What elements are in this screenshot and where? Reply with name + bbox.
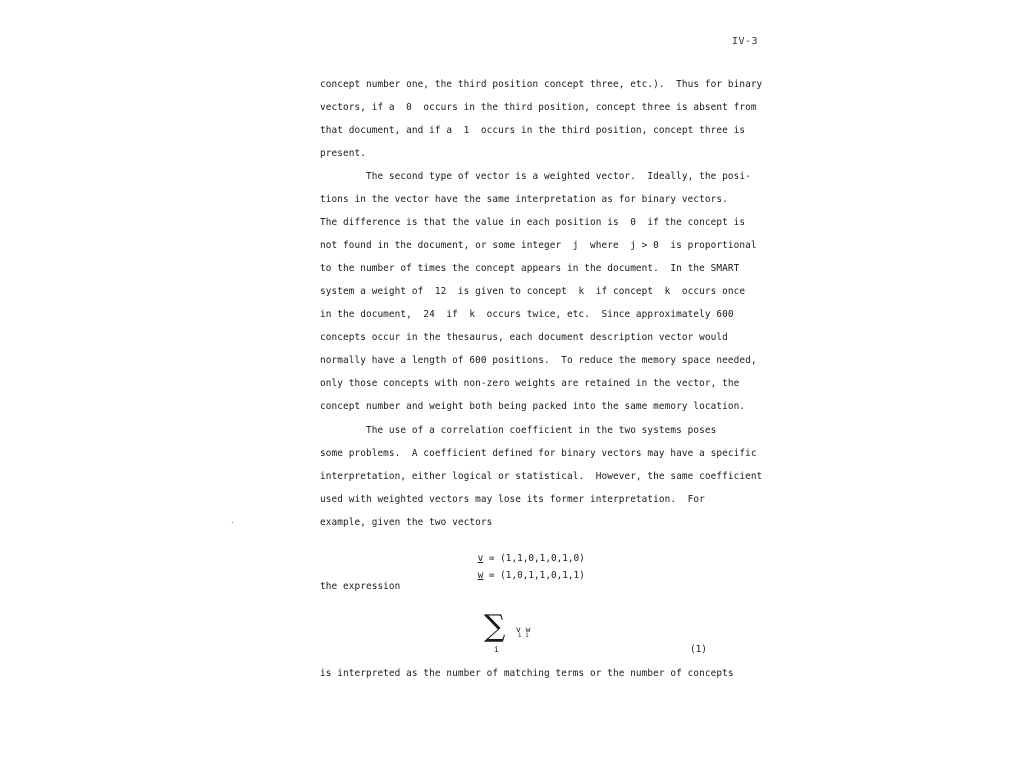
formula-term: v w bbox=[516, 625, 531, 634]
text-line: tions in the vector have the same interpretation as for binary vectors. bbox=[320, 194, 728, 205]
vector-v-value: = (1,1,0,1,0,1,0) bbox=[483, 553, 585, 564]
text-line: The second type of vector is a weighted vector. Ideally, the posi- bbox=[320, 171, 751, 182]
vector-w bbox=[455, 558, 585, 594]
text-line: concept number one, the third position concept three, etc.). Thus for binary bbox=[320, 79, 763, 90]
text-line: concepts occur in the thesaurus, each document description vector would bbox=[320, 332, 728, 343]
text-line: in the document, 24 if k occurs twice, etc. Since approximately 600 bbox=[320, 309, 734, 320]
text-line: only those concepts with non-zero weights are retained in the vector, the bbox=[320, 378, 740, 389]
text-line: used with weighted vectors may lose its former interpretation. For bbox=[320, 494, 705, 505]
text-line: to the number of times the concept appears in the document. In the SMART bbox=[320, 263, 740, 274]
page-number: IV-3 bbox=[732, 36, 759, 47]
text-line: The use of a correlation coefficient in the two systems poses bbox=[320, 425, 717, 436]
text-line: normally have a length of 600 positions. To reduce the memory space needed, bbox=[320, 355, 757, 366]
text-line: is interpreted as the number of matching terms or the number of concepts bbox=[320, 668, 734, 679]
formula-index: i bbox=[494, 645, 499, 654]
text-line: not found in the document, or some integer j where j > 0 is proportional bbox=[320, 240, 757, 251]
text-line: system a weight of 12 is given to concept k if concept k occurs once bbox=[320, 286, 746, 297]
sigma-symbol: ∑ bbox=[484, 609, 506, 644]
text-line: that document, and if a 1 occurs in the third position, concept three is bbox=[320, 125, 746, 136]
text-line: example, given the two vectors bbox=[320, 517, 493, 528]
text-line: the expression bbox=[320, 581, 401, 592]
text-line: interpretation, either logical or statistical. However, the same coefficient bbox=[320, 471, 763, 482]
text-line: concept number and weight both being packed into the same memory location. bbox=[320, 401, 746, 412]
formula-term-subscripts: i i bbox=[518, 632, 529, 639]
text-line: some problems. A coefficient defined for binary vectors may have a specific bbox=[320, 448, 757, 459]
text-line: vectors, if a 0 occurs in the third position, concept three is absent from bbox=[320, 102, 757, 113]
summation-formula bbox=[484, 606, 554, 656]
vector-w-symbol: w bbox=[477, 570, 484, 581]
text-line: present. bbox=[320, 148, 366, 159]
vector-w-value: = (1,0,1,1,0,1,1) bbox=[483, 570, 585, 581]
scan-artifact-mark: ′ bbox=[230, 521, 235, 530]
equation-number: (1) bbox=[690, 644, 707, 655]
vector-v-symbol: v bbox=[477, 553, 484, 564]
text-line: The difference is that the value in each position is 0 if the concept is bbox=[320, 217, 746, 228]
